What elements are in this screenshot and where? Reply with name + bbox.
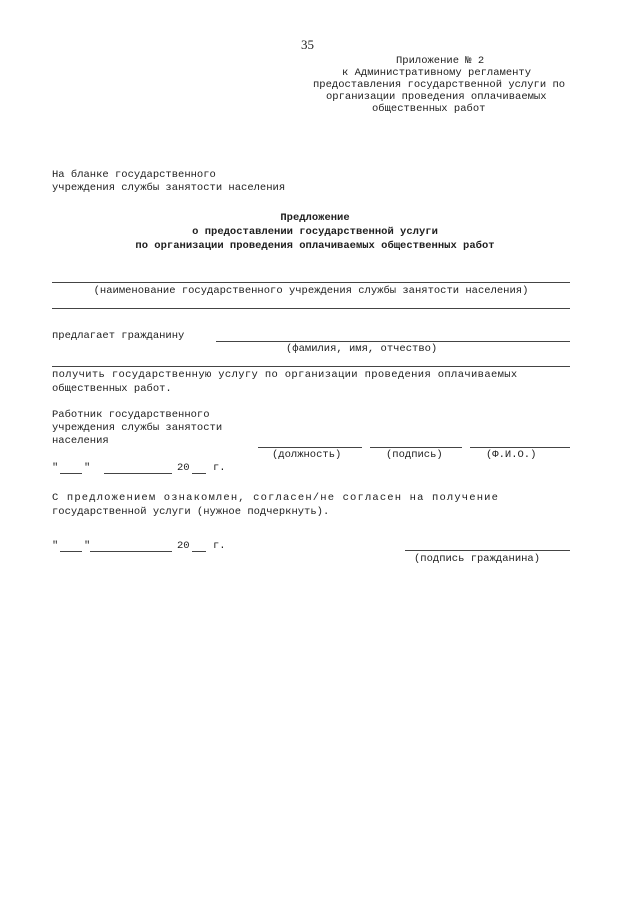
day-line [60, 473, 82, 474]
year-prefix: 20 [177, 462, 190, 474]
acquainted-line-1: С предложением ознакомлен, согласен/не согласен на получение [52, 492, 500, 504]
worker-line-1: Работник государственного [52, 409, 210, 421]
date-quote-close: " [84, 462, 91, 474]
institution-name-line-2 [52, 308, 570, 309]
date-quote-open: " [52, 462, 59, 474]
fio-signature-caption: (Ф.И.О.) [486, 449, 537, 461]
offers-label: предлагает гражданину [52, 330, 185, 342]
worker-line-3: населения [52, 435, 109, 447]
service-text-line-1: получить государственную услугу по организации проведения оплачиваемых [52, 369, 518, 381]
month-line [104, 473, 172, 474]
appendix-line-3: предоставления государственной услуги по [313, 79, 566, 91]
year-line [192, 551, 206, 552]
fio-caption: (фамилия, имя, отчество) [286, 343, 438, 355]
citizen-name-line-2 [52, 366, 570, 367]
date-quote-open: " [52, 540, 59, 552]
citizen-signature-caption: (подпись гражданина) [414, 553, 541, 565]
year-prefix: 20 [177, 540, 190, 552]
page-number: 35 [301, 37, 314, 52]
citizen-signature-line [405, 550, 570, 551]
acquainted-line-2: государственной услуги (нужное подчеркнуть). [52, 506, 330, 518]
title-line-1: Предложение [280, 212, 350, 224]
letterhead-line-2: учреждения службы занятости населения [52, 182, 286, 194]
position-line [258, 447, 362, 448]
year-line [192, 473, 206, 474]
citizen-name-line [216, 341, 570, 342]
institution-name-line [52, 282, 570, 283]
title-line-2: о предоставлении государственной услуги [192, 226, 438, 238]
month-line [90, 551, 172, 552]
letterhead-line-1: На бланке государственного [52, 169, 216, 181]
appendix-line-1: Приложение № 2 [396, 55, 485, 67]
signature-caption: (подпись) [386, 449, 443, 461]
year-suffix: г. [213, 462, 226, 474]
institution-caption: (наименование государственного учреждения службы занятости населения) [93, 285, 529, 297]
appendix-line-4: организации проведения оплачиваемых [326, 91, 547, 103]
year-suffix: г. [213, 540, 226, 552]
appendix-line-2: к Административному регламенту [342, 67, 532, 79]
title-line-3: по организации проведения оплачиваемых общественных работ [135, 240, 495, 252]
service-text-line-2: общественных работ. [52, 383, 172, 395]
day-line [60, 551, 82, 552]
date-quote-close: " [84, 540, 91, 552]
signature-line [370, 447, 462, 448]
appendix-line-5: общественных работ [372, 103, 486, 115]
position-caption: (должность) [272, 449, 342, 461]
fio-line [470, 447, 570, 448]
worker-line-2: учреждения службы занятости [52, 422, 223, 434]
